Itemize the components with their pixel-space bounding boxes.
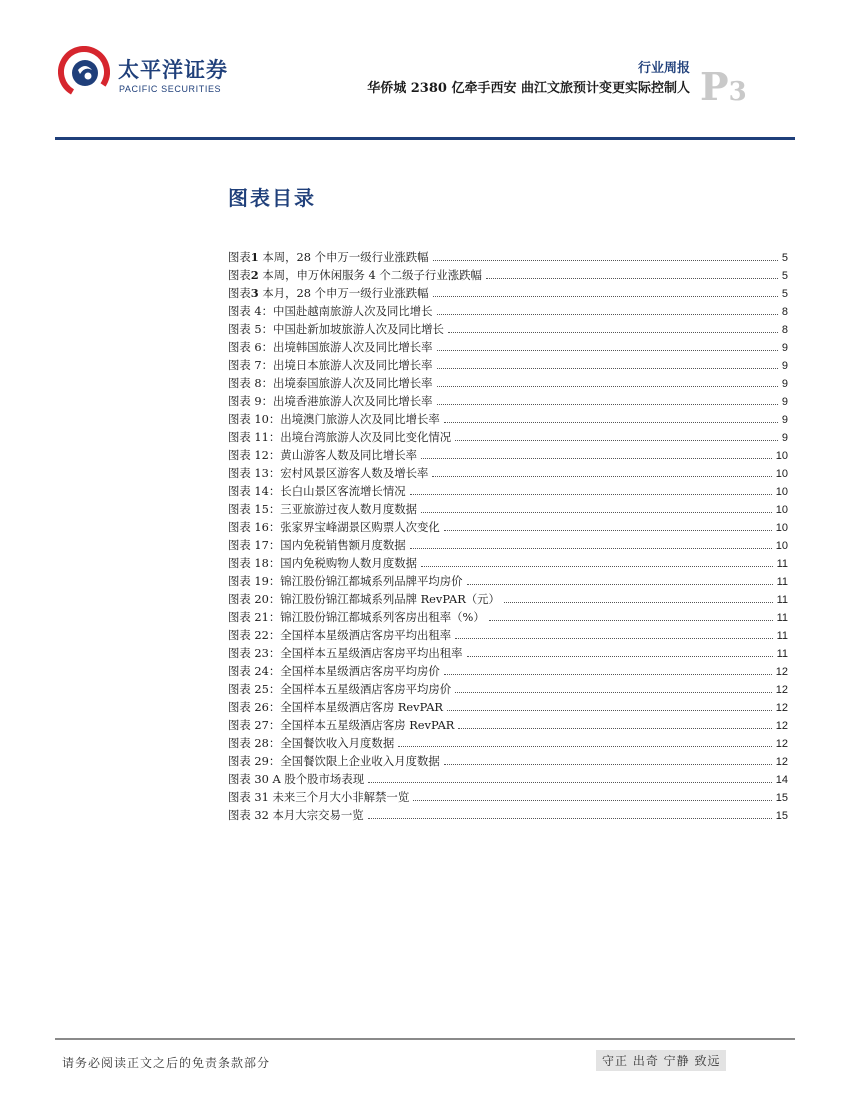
toc-entry-label [228,609,485,625]
toc-leader-dots [368,781,772,783]
toc-entry[interactable] [228,555,788,573]
toc-entry-text: A 股个股市场表现 [268,772,365,786]
toc-entry-label [228,285,429,301]
toc-entry-prefix: 图表 24： [228,664,281,678]
toc-entry-text: 宏村风景区游客人数及增长率 [280,466,429,480]
toc-leader-dots [458,727,771,729]
footer-disclaimer: 请务必阅读正文之后的免责条款部分 [62,1056,271,1070]
toc-entry-label [228,555,417,571]
toc-entry-page: 12 [775,720,788,732]
toc-entry-text: 张家界宝峰湖景区购票人次变化 [280,520,440,534]
toc-entry-page: 11 [776,576,788,588]
toc-entry[interactable] [228,267,788,285]
toc-entry-label [228,627,451,643]
toc-leader-dots [467,583,773,585]
toc-leader-dots [433,295,778,297]
toc-entry-page: 9 [781,432,788,444]
toc-entry[interactable] [228,285,788,303]
page-number: 3 [728,77,747,107]
toc-entry-text: 出境香港旅游人次及同比增长率 [273,394,433,408]
toc-entry-text: 全国样本星级酒店客房平均房价 [280,664,440,678]
toc-entry[interactable] [228,807,788,825]
toc-entry-prefix: 图表 30 [228,772,269,786]
toc-entry[interactable] [228,339,788,357]
toc-entry-prefix: 图表 11： [228,430,281,444]
toc-leader-dots [455,691,772,693]
toc-entry-page: 12 [775,666,788,678]
toc-leader-dots [444,673,772,675]
toc-entry-page: 12 [775,684,788,696]
toc-entry[interactable] [228,609,788,627]
toc-entry-prefix: 图表 9： [228,394,274,408]
toc-entry-prefix: 图表 15： [228,502,281,516]
toc-entry-prefix: 图表 26： [228,700,281,714]
toc-entry-prefix: 图表 13： [228,466,281,480]
toc-entry-label [228,465,428,481]
toc-entry-label [228,249,429,265]
toc-leader-dots [410,547,772,549]
toc-entry-page: 12 [775,738,788,750]
toc-entry-text: 全国样本五星级酒店客房平均出租率 [280,646,463,660]
toc-entry-label [228,681,451,697]
toc-entry-text: 全国样本星级酒店客房 RevPAR [280,700,443,714]
toc-leader-dots [467,655,773,657]
toc-entry[interactable] [228,249,788,267]
toc-entry-page: 10 [775,504,788,516]
toc-entry-page: 9 [781,378,788,390]
toc-entry-page: 5 [781,252,788,264]
toc-entry-page: 12 [775,702,788,714]
toc-entry-text: 全国餐饮收入月度数据 [280,736,395,750]
toc-entry-page: 11 [776,630,788,642]
toc-entry-prefix: 图表 17： [228,538,281,552]
toc-leader-dots [421,457,772,459]
toc-entry-text: 出境澳门旅游人次及同比增长率 [280,412,440,426]
toc-entry-prefix: 图表 28： [228,736,281,750]
company-logo [58,46,238,106]
toc-entry-number: 3 [250,286,259,300]
report-type: 行业周报 [637,61,690,76]
toc-entry-text: 本周，申万休闲服务 4 个二级子行业涨跌幅 [258,268,482,282]
toc-entry-page: 10 [775,540,788,552]
toc-entry-text: 锦江股份锦江都城系列品牌 RevPAR（元） [280,592,500,606]
toc-leader-dots [444,529,772,531]
toc-entry-label [228,483,406,499]
toc-leader-dots [437,349,778,351]
toc-entry-prefix: 图表 6： [228,340,274,354]
toc-entry-label [228,447,417,463]
toc-entry-prefix: 图表 20： [228,592,281,606]
toc-entry-label [228,393,433,409]
toc-entry-label [228,339,433,355]
toc-entry[interactable] [228,717,788,735]
toc-leader-dots [437,313,778,315]
toc-entry-label [228,267,482,283]
toc-entry-prefix: 图表 27： [228,718,281,732]
toc-leader-dots [421,511,772,513]
toc-leader-dots [433,259,778,261]
toc-entry-prefix: 图表 32 [228,808,269,822]
toc-leader-dots [448,331,778,333]
toc-entry-label [228,753,440,769]
toc-entry[interactable] [228,753,788,771]
toc-entry[interactable] [228,645,788,663]
toc-entry-page: 9 [781,396,788,408]
toc-leader-dots [437,385,778,387]
toc-entry-text: 出境韩国旅游人次及同比增长率 [273,340,433,354]
toc-entry-text: 全国餐饮限上企业收入月度数据 [280,754,440,768]
pacific-securities-logo-icon [58,46,110,98]
toc-entry[interactable] [228,735,788,753]
toc-entry-text: 未来三个月大小非解禁一览 [268,790,410,804]
toc-entry-prefix: 图表 21： [228,610,281,624]
toc-entry-label [228,321,444,337]
toc-entry-text: 国内免税销售额月度数据 [280,538,406,552]
toc-entry-prefix: 图表 [228,268,251,282]
toc-entry-page: 11 [776,558,788,570]
page-number-mark [700,64,747,109]
toc-entry-label [228,591,500,607]
toc-entry-prefix: 图表 31 [228,790,269,804]
toc-entry-prefix: 图表 [228,250,251,264]
toc-leader-dots [368,817,772,819]
toc-entry-text: 长白山景区客流增长情况 [280,484,406,498]
toc-entry-prefix: 图表 22： [228,628,281,642]
toc-entry-prefix: 图表 23： [228,646,281,660]
toc-entry-page: 14 [775,774,788,786]
toc-entry[interactable] [228,429,788,447]
toc-entry-label [228,771,364,787]
toc-entry-text: 出境日本旅游人次及同比增长率 [273,358,433,372]
toc-entry-page: 12 [775,756,788,768]
toc-entry-label [228,375,433,391]
toc-entry-label [228,663,440,679]
toc-entry-prefix: 图表 5： [228,322,274,336]
toc-entry-prefix: 图表 18： [228,556,281,570]
footer-motto: 守正 出奇 宁静 致远 [596,1050,726,1071]
toc-entry-text: 锦江股份锦江都城系列品牌平均房价 [280,574,463,588]
toc-leader-dots [410,493,772,495]
toc-entry-label [228,501,417,517]
toc-entry-label [228,519,440,535]
toc-entry[interactable] [228,519,788,537]
toc-entry-label [228,789,409,805]
toc-entry-prefix: 图表 10： [228,412,281,426]
toc-entry[interactable] [228,771,788,789]
toc-entry-label [228,411,440,427]
toc-entry[interactable] [228,303,788,321]
toc-entry-prefix: 图表 12： [228,448,281,462]
toc-list [228,249,788,825]
toc-entry-label [228,357,433,373]
toc-entry[interactable] [228,627,788,645]
toc-entry[interactable] [228,501,788,519]
toc-entry-page: 11 [776,594,788,606]
toc-entry-prefix: 图表 7： [228,358,274,372]
toc-entry-label [228,717,454,733]
toc-entry[interactable] [228,591,788,609]
page-letter: P [700,64,729,109]
logo-english-name: PACIFIC SECURITIES [119,84,222,94]
toc-entry-prefix: 图表 29： [228,754,281,768]
toc-leader-dots [455,637,772,639]
toc-entry-label [228,735,394,751]
toc-leader-dots [447,709,772,711]
toc-entry[interactable] [228,573,788,591]
toc-entry[interactable] [228,789,788,807]
toc-entry-page: 9 [781,414,788,426]
toc-entry-page: 9 [781,360,788,372]
toc-leader-dots [432,475,771,477]
toc-entry-text: 全国样本星级酒店客房平均出租率 [280,628,452,642]
toc-leader-dots [398,745,772,747]
toc-entry-prefix: 图表 16： [228,520,281,534]
toc-entry-text: 三亚旅游过夜人数月度数据 [280,502,417,516]
toc-entry-page: 5 [781,288,788,300]
toc-leader-dots [437,367,778,369]
toc-entry-text: 本月，28 个申万一级行业涨跌幅 [258,286,429,300]
toc-entry-label [228,573,463,589]
toc-entry-page: 10 [775,450,788,462]
toc-entry-page: 11 [776,612,788,624]
toc-leader-dots [413,799,772,801]
toc-entry-page: 11 [776,648,788,660]
toc-entry-prefix: 图表 25： [228,682,281,696]
toc-entry[interactable] [228,699,788,717]
logo-chinese-name: 太平洋证券 [118,58,228,82]
report-headline: 华侨城 2380 亿牵手西安 曲江文旅预计变更实际控制人 [367,81,690,96]
toc-entry-prefix: 图表 8： [228,376,274,390]
toc-entry-page: 5 [781,270,788,282]
header-divider [55,137,795,140]
toc-entry-label [228,429,451,445]
toc-entry-number: 1 [250,250,259,264]
toc-entry-text: 黄山游客人数及同比增长率 [280,448,417,462]
toc-entry-text: 中国赴新加坡旅游人次及同比增长 [273,322,444,336]
toc-entry-text: 中国赴越南旅游人次及同比增长 [273,304,433,318]
toc-entry[interactable] [228,681,788,699]
toc-entry-prefix: 图表 [228,286,251,300]
toc-entry-text: 国内免税购物人数月度数据 [280,556,417,570]
toc-leader-dots [486,277,778,279]
toc-entry-page: 10 [775,468,788,480]
toc-entry-label [228,303,433,319]
toc-entry-prefix: 图表 14： [228,484,281,498]
toc-title: 图表目录 [228,186,316,210]
toc-entry-label [228,537,406,553]
toc-entry-page: 15 [775,792,788,804]
toc-entry-page: 8 [781,306,788,318]
footer-divider [55,1038,795,1040]
toc-entry-text: 全国样本五星级酒店客房 RevPAR [280,718,455,732]
toc-entry-page: 10 [775,522,788,534]
toc-entry[interactable] [228,483,788,501]
toc-entry-text: 本月大宗交易一览 [268,808,364,822]
toc-entry-text: 本周，28 个申万一级行业涨跌幅 [258,250,429,264]
toc-entry-label [228,645,463,661]
toc-leader-dots [444,763,772,765]
toc-entry[interactable] [228,537,788,555]
toc-entry[interactable] [228,411,788,429]
toc-entry-page: 9 [781,342,788,354]
toc-leader-dots [489,619,773,621]
toc-entry-text: 锦江股份锦江都城系列客房出租率（%） [280,610,485,624]
toc-entry-label [228,699,443,715]
toc-entry-prefix: 图表 4： [228,304,274,318]
toc-entry[interactable] [228,321,788,339]
toc-entry[interactable] [228,447,788,465]
toc-leader-dots [455,439,778,441]
toc-entry-page: 10 [775,486,788,498]
toc-entry[interactable] [228,375,788,393]
toc-entry-page: 15 [775,810,788,822]
toc-entry-prefix: 图表 19： [228,574,281,588]
toc-entry[interactable] [228,393,788,411]
toc-entry[interactable] [228,663,788,681]
toc-entry-text: 出境台湾旅游人次及同比变化情况 [280,430,452,444]
toc-entry-page: 8 [781,324,788,336]
toc-entry[interactable] [228,465,788,483]
toc-leader-dots [421,565,773,567]
toc-leader-dots [437,403,778,405]
toc-entry-text: 全国样本五星级酒店客房平均房价 [280,682,452,696]
toc-entry[interactable] [228,357,788,375]
toc-leader-dots [504,601,773,603]
toc-entry-label [228,807,364,823]
toc-leader-dots [444,421,778,423]
toc-entry-number: 2 [250,268,259,282]
toc-entry-text: 出境泰国旅游人次及同比增长率 [273,376,433,390]
